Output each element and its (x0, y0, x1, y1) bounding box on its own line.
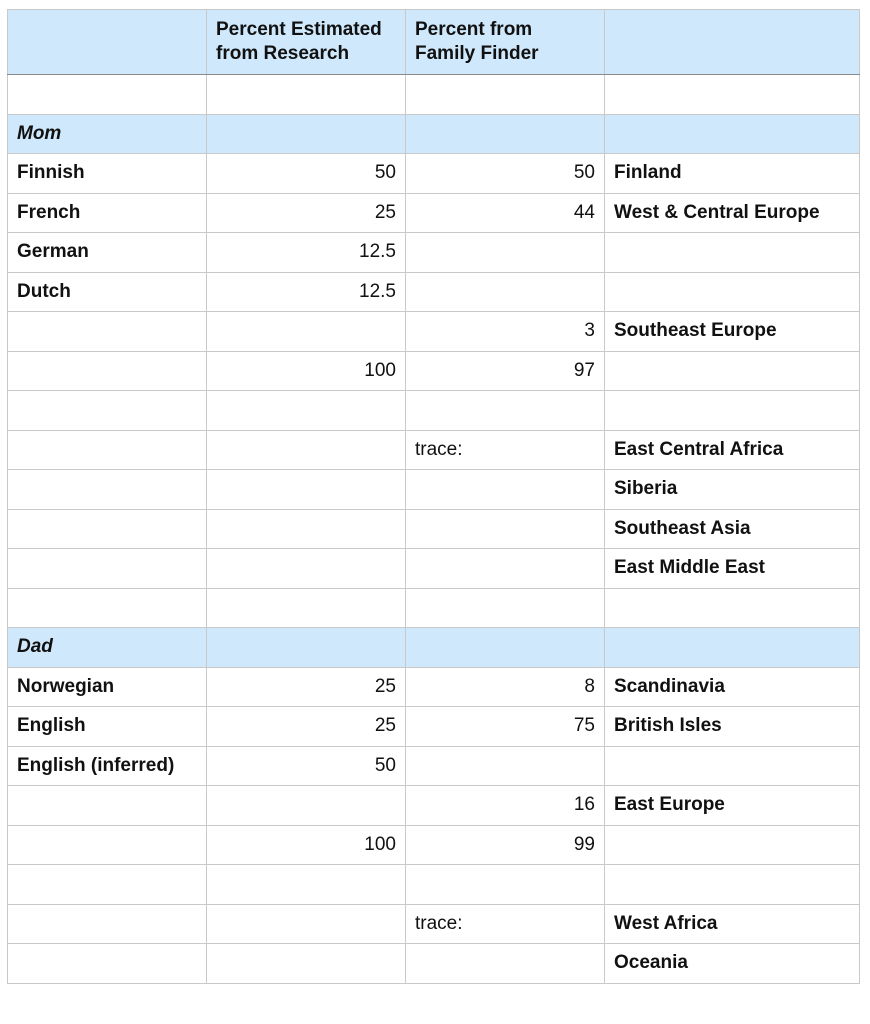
label-cell[interactable] (8, 312, 207, 352)
finder-percent-cell[interactable] (406, 865, 605, 905)
label-cell[interactable]: Dad (8, 628, 207, 668)
finder-percent-cell[interactable]: 50 (406, 154, 605, 194)
table-row (8, 430, 860, 470)
label-cell[interactable]: French (8, 193, 207, 233)
finder-percent-cell[interactable]: 16 (406, 786, 605, 826)
table-row (8, 786, 860, 826)
region-cell[interactable] (605, 588, 860, 628)
region-cell[interactable] (605, 114, 860, 154)
region-cell[interactable]: East Middle East (605, 549, 860, 589)
label-cell[interactable]: English (inferred) (8, 746, 207, 786)
research-percent-cell[interactable] (207, 114, 406, 154)
finder-percent-cell[interactable] (406, 114, 605, 154)
research-percent-cell[interactable] (207, 944, 406, 984)
research-percent-cell[interactable] (207, 470, 406, 510)
finder-percent-cell[interactable] (406, 233, 605, 273)
table-row (8, 391, 860, 431)
section-row (8, 628, 860, 668)
research-percent-cell[interactable] (207, 786, 406, 826)
region-cell[interactable]: East Europe (605, 786, 860, 826)
region-cell[interactable] (605, 746, 860, 786)
research-percent-cell[interactable] (207, 628, 406, 668)
table-row (8, 75, 860, 115)
research-percent-cell[interactable]: 50 (207, 746, 406, 786)
header-row (8, 10, 860, 75)
region-cell[interactable] (605, 272, 860, 312)
label-cell[interactable] (8, 391, 207, 431)
finder-percent-cell[interactable] (406, 509, 605, 549)
table-row (8, 667, 860, 707)
research-percent-cell[interactable]: 25 (207, 193, 406, 233)
region-cell[interactable] (605, 628, 860, 668)
region-cell[interactable] (605, 233, 860, 273)
table-body (8, 10, 860, 984)
region-cell[interactable]: East Central Africa (605, 430, 860, 470)
region-cell[interactable] (605, 351, 860, 391)
table-row (8, 588, 860, 628)
region-cell[interactable]: Oceania (605, 944, 860, 984)
research-percent-cell[interactable] (207, 430, 406, 470)
label-cell[interactable]: English (8, 707, 207, 747)
label-cell[interactable] (8, 549, 207, 589)
table-row (8, 312, 860, 352)
research-percent-cell[interactable]: 25 (207, 667, 406, 707)
label-cell[interactable] (8, 75, 207, 115)
region-cell[interactable] (605, 391, 860, 431)
finder-percent-cell[interactable] (406, 549, 605, 589)
region-cell[interactable]: Finland (605, 154, 860, 194)
label-cell[interactable] (8, 430, 207, 470)
label-cell[interactable] (8, 509, 207, 549)
table-row (8, 193, 860, 233)
ancestry-table (7, 9, 860, 984)
region-cell[interactable]: Southeast Europe (605, 312, 860, 352)
table-row (8, 233, 860, 273)
region-cell[interactable]: West Africa (605, 904, 860, 944)
research-percent-cell[interactable]: 12.5 (207, 233, 406, 273)
table-row (8, 154, 860, 194)
trace-label-cell[interactable]: trace: (406, 904, 605, 944)
finder-percent-cell[interactable] (406, 628, 605, 668)
research-percent-cell[interactable]: 50 (207, 154, 406, 194)
table-row (8, 944, 860, 984)
finder-percent-cell[interactable] (406, 272, 605, 312)
region-cell[interactable]: Scandinavia (605, 667, 860, 707)
header-cell-finder[interactable]: Percent from Family Finder (406, 10, 605, 75)
label-cell[interactable]: Mom (8, 114, 207, 154)
label-cell[interactable] (8, 865, 207, 905)
finder-percent-cell[interactable]: 8 (406, 667, 605, 707)
finder-percent-cell[interactable]: 3 (406, 312, 605, 352)
research-percent-cell[interactable] (207, 75, 406, 115)
table-row (8, 549, 860, 589)
region-cell[interactable] (605, 825, 860, 865)
label-cell[interactable] (8, 904, 207, 944)
table-row (8, 825, 860, 865)
finder-percent-cell[interactable] (406, 470, 605, 510)
research-percent-cell[interactable] (207, 549, 406, 589)
label-cell[interactable] (8, 786, 207, 826)
table-row (8, 865, 860, 905)
trace-label-cell[interactable]: trace: (406, 430, 605, 470)
research-percent-cell[interactable] (207, 904, 406, 944)
table-row (8, 470, 860, 510)
finder-percent-cell[interactable] (406, 746, 605, 786)
finder-percent-cell[interactable] (406, 588, 605, 628)
table-row (8, 509, 860, 549)
table-row (8, 904, 860, 944)
region-cell[interactable]: West & Central Europe (605, 193, 860, 233)
finder-percent-cell[interactable]: 97 (406, 351, 605, 391)
label-cell[interactable]: Norwegian (8, 667, 207, 707)
label-cell[interactable] (8, 825, 207, 865)
label-cell[interactable] (8, 588, 207, 628)
finder-percent-cell[interactable] (406, 75, 605, 115)
research-percent-cell[interactable]: 25 (207, 707, 406, 747)
region-cell[interactable]: British Isles (605, 707, 860, 747)
table-row (8, 746, 860, 786)
table-row (8, 351, 860, 391)
research-percent-cell[interactable] (207, 588, 406, 628)
table-row (8, 707, 860, 747)
research-percent-cell[interactable] (207, 312, 406, 352)
table-row (8, 272, 860, 312)
header-cell-research[interactable]: Percent Estimated from Research (207, 10, 406, 75)
label-cell[interactable]: German (8, 233, 207, 273)
research-percent-cell[interactable]: 100 (207, 351, 406, 391)
label-cell[interactable] (8, 351, 207, 391)
label-cell[interactable] (8, 944, 207, 984)
label-cell[interactable]: Finnish (8, 154, 207, 194)
region-cell[interactable]: Southeast Asia (605, 509, 860, 549)
research-percent-cell[interactable]: 12.5 (207, 272, 406, 312)
finder-percent-cell[interactable] (406, 391, 605, 431)
label-cell[interactable]: Dutch (8, 272, 207, 312)
header-cell-region[interactable] (605, 10, 860, 75)
finder-percent-cell[interactable]: 44 (406, 193, 605, 233)
finder-percent-cell[interactable]: 75 (406, 707, 605, 747)
finder-percent-cell[interactable]: 99 (406, 825, 605, 865)
header-cell-label[interactable] (8, 10, 207, 75)
research-percent-cell[interactable] (207, 391, 406, 431)
research-percent-cell[interactable] (207, 865, 406, 905)
region-cell[interactable]: Siberia (605, 470, 860, 510)
research-percent-cell[interactable]: 100 (207, 825, 406, 865)
finder-percent-cell[interactable] (406, 944, 605, 984)
research-percent-cell[interactable] (207, 509, 406, 549)
region-cell[interactable] (605, 75, 860, 115)
region-cell[interactable] (605, 865, 860, 905)
label-cell[interactable] (8, 470, 207, 510)
section-row (8, 114, 860, 154)
